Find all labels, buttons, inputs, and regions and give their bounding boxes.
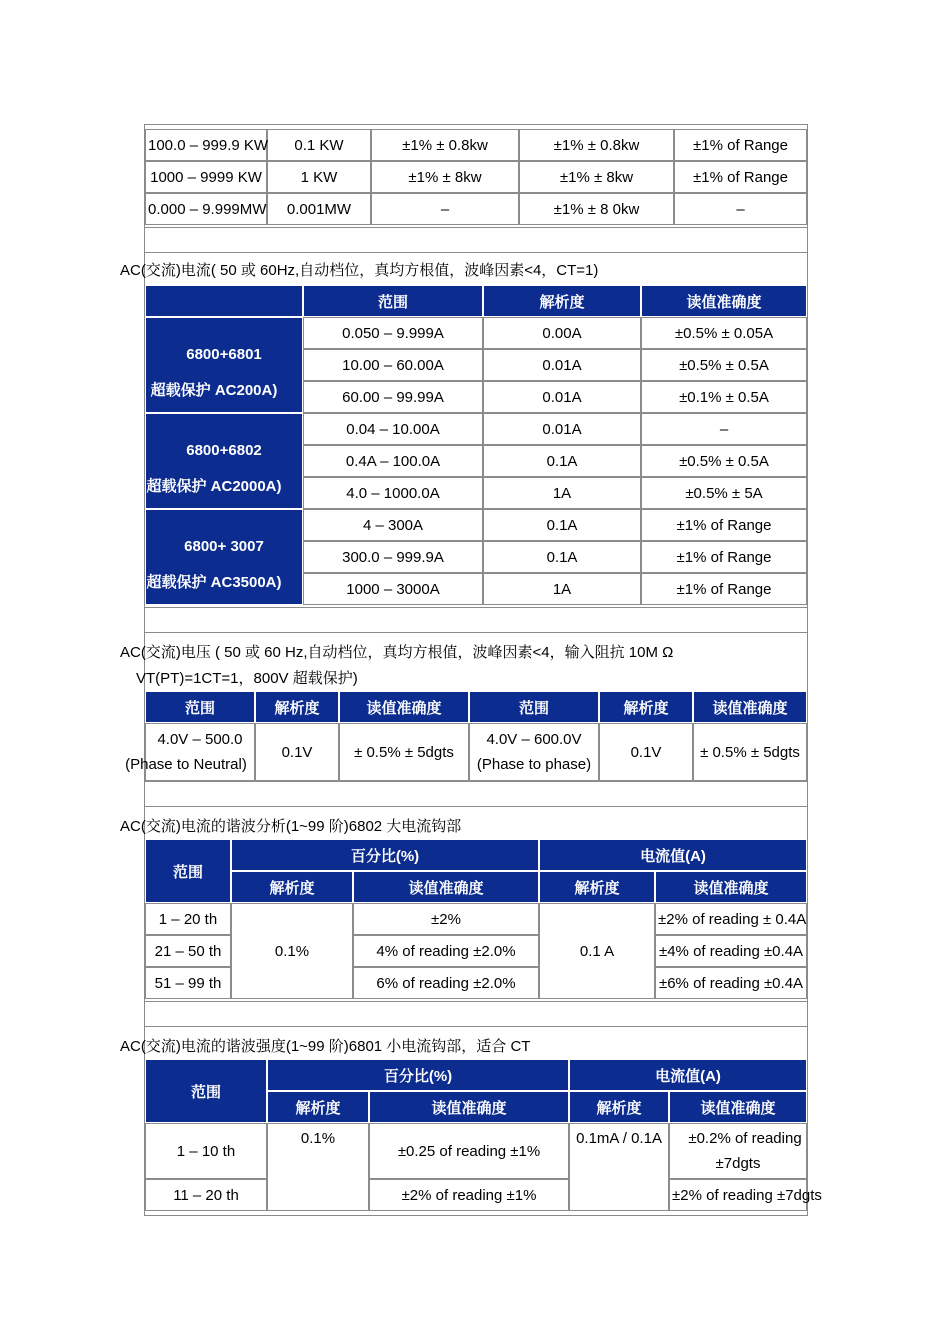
resolution-cell: 0.1 A [539,903,655,999]
accuracy-cell: ±0.25 of reading ±1% [369,1123,569,1179]
table-row [145,1123,807,1179]
accuracy-cell: ±1% of Range [674,129,807,161]
divider [145,781,807,807]
order-cell: 1 – 10 th [145,1123,267,1179]
table-row [145,413,807,445]
header-range: 范围 [145,1059,267,1123]
accuracy-cell: ±0.5% ± 0.5A [641,445,807,477]
table-row [145,1179,807,1211]
range-cell: 1000 – 9999 KW [145,161,267,193]
range-cell: 0.4A – 100.0A [303,445,483,477]
resolution-cell: 1A [483,573,641,605]
accuracy-cell: ±2% of reading ± 0.4A [655,903,807,935]
accuracy-cell: ±1% ± 8 0kw [519,193,674,225]
harmonic-6802-title: AC(交流)电流的谐波分析(1~99 阶)6802 大电流钩部 [120,818,462,835]
divider [145,1001,807,1027]
range-cell [125,723,255,781]
resolution-cell: 0.1A [483,445,641,477]
accuracy-cell: ± 0.5% ± 5dgts [339,723,469,781]
range-cell: 4.0 – 1000.0A [303,477,483,509]
model-cell [145,509,303,605]
header-accuracy: 读值准确度 [693,691,807,723]
resolution-cell: 0.1% [267,1123,369,1211]
range-note: (Phase to phase) [476,756,592,773]
ac-current-table [145,285,807,605]
accuracy-cell: ±0.5% ± 0.05A [641,317,807,349]
divider [145,227,807,253]
range-value: 4.0V – 600.0V [486,731,582,748]
resolution-cell: 0.001MW [267,193,371,225]
table-row [145,903,807,935]
resolution-cell: 0.1V [599,723,693,781]
accuracy-cell: – [371,193,519,225]
header-percent: 百分比(%) [231,839,539,871]
table-row [145,317,807,349]
header-accuracy: 读值准确度 [641,285,807,317]
header-resolution: 解析度 [539,871,655,903]
power-table [145,129,807,225]
header-resolution: 解析度 [255,691,339,723]
range-cell: 10.00 – 60.00A [303,349,483,381]
header-range: 范围 [469,691,599,723]
accuracy-cell: ±1% of Range [641,573,807,605]
resolution-cell: 0.1V [255,723,339,781]
accuracy-line: ±7dgts [715,1155,761,1172]
ac-current-title: AC(交流)电流( 50 或 60Hz,自动档位，真均方根值，波峰因素<4，CT=1) [120,262,599,279]
ac-voltage-table [125,691,807,781]
accuracy-cell: ±1% ± 0.8kw [371,129,519,161]
table-header-row [145,871,807,903]
overload-protection: 超载保护 AC200A) [150,381,278,399]
resolution-cell: 0.01A [483,381,641,413]
resolution-cell: 0.1 KW [267,129,371,161]
resolution-cell: 0.1A [483,541,641,573]
header-resolution: 解析度 [569,1091,669,1123]
table-header-row [145,1059,807,1091]
accuracy-cell: ±4% of reading ±0.4A [655,935,807,967]
header-current: 电流值(A) [569,1059,807,1091]
accuracy-cell: ±1% of Range [641,541,807,573]
accuracy-cell [669,1123,807,1179]
accuracy-cell: 6% of reading ±2.0% [353,967,539,999]
table-header-row [145,285,807,317]
accuracy-cell: ±1% ± 8kw [371,161,519,193]
accuracy-cell: ±2% of reading ±7dgts [669,1179,807,1211]
accuracy-cell: ±2% of reading ±1% [369,1179,569,1211]
accuracy-cell: ±1% ± 8kw [519,161,674,193]
accuracy-cell: ± 0.5% ± 5dgts [693,723,807,781]
table-header-row [145,839,807,871]
order-cell: 1 – 20 th [145,903,231,935]
spec-document [120,124,822,1216]
accuracy-cell: ±6% of reading ±0.4A [655,967,807,999]
ac-voltage-title-line1: AC(交流)电压 ( 50 或 60 Hz,自动档位，真均方根值，波峰因素<4，输入阻抗 10M Ω [120,644,674,661]
header-resolution: 解析度 [231,871,353,903]
order-cell: 11 – 20 th [145,1179,267,1211]
table-row [145,193,807,225]
resolution-cell: 0.01A [483,413,641,445]
table-header-row [145,691,807,723]
accuracy-cell: ±1% of Range [641,509,807,541]
header-accuracy: 读值准确度 [669,1091,807,1123]
table-row [145,723,807,781]
header-blank [145,285,303,317]
range-cell: 0.04 – 10.00A [303,413,483,445]
overload-protection: 超载保护 AC2000A) [146,477,282,495]
model-name: 6800+ 3007 [184,537,264,555]
range-cell: 60.00 – 99.99A [303,381,483,413]
resolution-cell: 1A [483,477,641,509]
range-cell: 1000 – 3000A [303,573,483,605]
header-accuracy: 读值准确度 [655,871,807,903]
header-accuracy: 读值准确度 [369,1091,569,1123]
range-value: 4.0V – 500.0 [157,731,243,748]
accuracy-cell: – [641,413,807,445]
header-resolution: 解析度 [483,285,641,317]
overload-protection: 超载保护 AC3500A) [146,573,282,591]
header-current: 电流值(A) [539,839,807,871]
header-accuracy: 读值准确度 [353,871,539,903]
header-resolution: 解析度 [599,691,693,723]
model-cell [145,317,303,413]
table-row [145,161,807,193]
model-name: 6800+6801 [186,345,262,363]
accuracy-cell: ±1% ± 0.8kw [519,129,674,161]
range-cell: 300.0 – 999.9A [303,541,483,573]
ac-voltage-title-line2: VT(PT)=1CT=1，800V 超载保护) [136,670,358,687]
resolution-cell: 0.1mA / 0.1A [569,1123,669,1211]
accuracy-line: ±0.2% of reading [688,1130,802,1147]
accuracy-cell: ±0.5% ± 0.5A [641,349,807,381]
header-range: 范围 [303,285,483,317]
accuracy-cell: ±1% of Range [674,161,807,193]
resolution-cell: 0.1% [231,903,353,999]
header-accuracy: 读值准确度 [339,691,469,723]
range-cell [469,723,599,781]
model-cell [145,413,303,509]
resolution-cell: 0.00A [483,317,641,349]
model-name: 6800+6802 [186,441,262,459]
accuracy-cell: ±0.1% ± 0.5A [641,381,807,413]
order-cell: 51 – 99 th [145,967,231,999]
accuracy-cell: ±0.5% ± 5A [641,477,807,509]
resolution-cell: 0.01A [483,349,641,381]
header-range: 范围 [145,839,231,903]
harmonic-6802-table [145,839,807,999]
divider [145,607,807,633]
header-range: 范围 [145,691,255,723]
accuracy-cell: ±2% [353,903,539,935]
header-percent: 百分比(%) [267,1059,569,1091]
range-cell: 0.050 – 9.999A [303,317,483,349]
range-cell: 100.0 – 999.9 KW [145,129,267,161]
table-row [145,509,807,541]
accuracy-cell: 4% of reading ±2.0% [353,935,539,967]
harmonic-6801-title: AC(交流)电流的谐波强度(1~99 阶)6801 小电流钩部，适合 CT [120,1038,531,1055]
harmonic-6801-table [145,1059,822,1211]
accuracy-cell: – [674,193,807,225]
header-resolution: 解析度 [267,1091,369,1123]
table-row [145,129,807,161]
range-cell: 4 – 300A [303,509,483,541]
range-note: (Phase to Neutral) [125,756,247,773]
order-cell: 21 – 50 th [145,935,231,967]
resolution-cell: 1 KW [267,161,371,193]
resolution-cell: 0.1A [483,509,641,541]
range-cell: 0.000 – 9.999MW [145,193,267,225]
